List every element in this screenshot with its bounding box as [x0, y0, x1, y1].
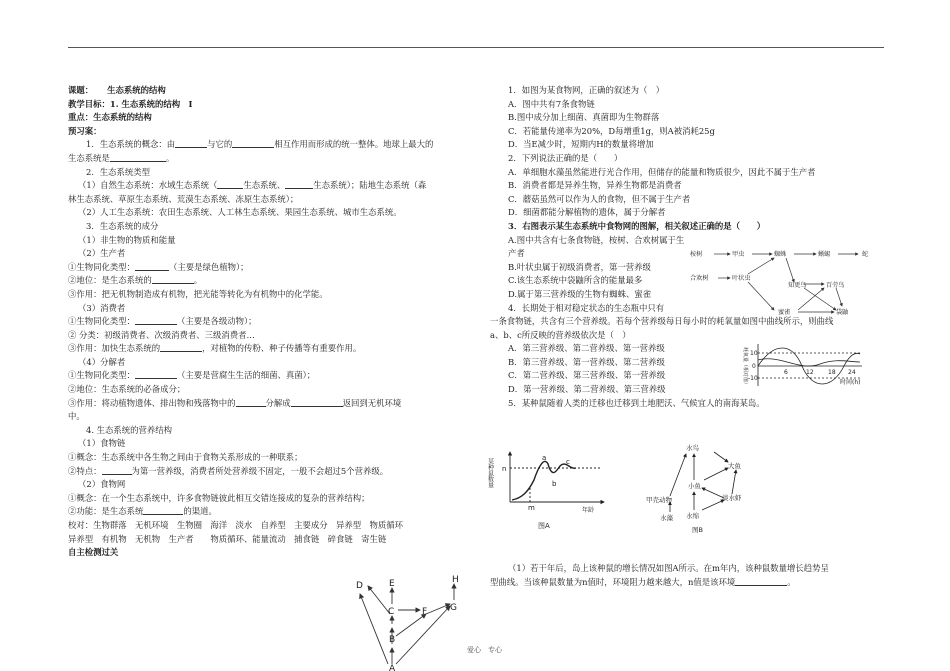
xtick-18: 18	[828, 369, 836, 376]
y-label: 耗氧量（相对值）	[742, 347, 748, 388]
answer-key: 校对：生物群落 无机环境 生物圈 海洋 淡水 自养型 主要成分 异养型 物质循环	[68, 520, 403, 530]
xtick-12: 12	[806, 369, 814, 376]
node-algae: 水藻	[660, 514, 673, 522]
producer-status: ②地位：是生态系统的 。	[68, 275, 203, 286]
decomposer-type: ①生物同化类型： （主要是营腐生生活的细菌、真菌）；	[68, 370, 316, 381]
curve-label-b: b	[552, 480, 557, 488]
node-kingfisher: 知更鸟	[788, 282, 807, 289]
m-label: m	[528, 504, 535, 512]
node-crustacean: 甲壳动物	[646, 496, 672, 504]
xtick-6: 6	[784, 369, 788, 376]
type-heading: 2．生态系统类型	[86, 166, 150, 177]
key-point: 重点：生态系统的结构	[68, 112, 152, 123]
q4-oxygen-chart	[740, 340, 870, 392]
header-rule	[68, 47, 884, 48]
left-column: 课题： 生态系统的结构 教学目标：1. 生态系统的结构 I 重点：生态系统的结构 预习案： 1．生态系统的概念：由 与它的 相互作用而形成的统一整体。地球上最大的 生态系统是 。 2．生态系统类型 （1）自然生态系统：水域生态系统（ 生态系统、 生态系统）；陆地生态系统（森 林生态系统、草原生态系统、荒漠生态系统、冻原生态系统）； （2）人工生态系统：农田生态系统、人工林生态系统、果园生态系统、城市生态系统。 3．生态系统的成分 （1）非生物的物质和能量 （2）生产者 ①生物同化类型： （主要是绿色植物）； ②地位：是生态系统的 。 ③作用：把无机物制造成有机物，把光能等转化为有机物中的化学能。 （3）消费者 ①生物同化类型： （主要是各级动物）； ② 分类：初级消费者、次级消费者、三级消费者… ③作用：加快生态系统的 ，对植物的传粉、种子传播等有重要作用。 （4）分解者 ①生物同化类型： （主要是营腐生生活的细菌、真菌）； ②地位：生态系统的必备成分； ③作用：将动植物遗体、排出物和残落物中的 分解成 返回到无机环境 中。 4. 生态系统的营养结构 （1）食物链 ①概念：生态系统中各生物之间由于食物关系形成的一种联系； ②特点： 为第一营养级，消费者所处营养级不固定，一般不会超过5个营养级。 （2）食物网 ①概念：在一个生态系统中，许多食物链彼此相互交错连接成的复杂的营养结构； ②功能：是生态系统 的渠道。 校对：生物群落 无机环境 生物圈 海洋 淡水 自养型 主要成分 异养型 物质循环 异养型 有机物 无机物 生产者 物质循环、能量流动 捕食链 碎食链 寄生链 自主检测过关	[68, 84, 466, 560]
question-4: 4．长期处于相对稳定状态的生态瓶中只有	[508, 302, 665, 313]
node-honeyeater: 蜜雀	[778, 309, 791, 316]
node-snake: 蛇	[862, 251, 869, 258]
answer-key-2: 异养型 有机物 无机物 生产者 物质循环、能量流动 捕食链 碎食链 寄生链	[68, 533, 387, 544]
node-waterbird: 水鸟	[686, 444, 699, 452]
question-2: 2．下列说法正确的是（ ）	[508, 152, 623, 163]
node-e: E	[389, 579, 395, 589]
node-f: F	[422, 607, 428, 617]
n-label: n	[502, 465, 507, 473]
node-shrike: 百劳鸟	[826, 282, 845, 289]
fig-b-caption: 图B	[692, 526, 703, 534]
node-dasyure: 袋鼬	[836, 309, 849, 316]
node-plant: 水绵	[686, 512, 699, 520]
food-web-figure	[350, 574, 470, 671]
node-b: B	[389, 635, 396, 645]
preview-label: 预习案：	[68, 125, 102, 136]
question-3: 3．右图表示某生态系统中食物网的图解，相关叙述正确的是（ ）	[508, 220, 766, 231]
growth-curve	[512, 461, 576, 500]
node-g: G	[450, 603, 457, 613]
node-shrimp: 淡水虾	[722, 494, 742, 502]
ytick-neg10: -10	[748, 375, 758, 382]
y-label: 某种鼠数量	[486, 458, 494, 488]
node-smallfish: 小鱼	[688, 482, 701, 490]
teaching-goal: 教学目标：1. 生态系统的结构 I	[68, 98, 193, 109]
node-beetle: 甲虫	[732, 251, 745, 258]
node-d: D	[356, 581, 363, 591]
natural-type: （1）自然生态系统：水域生态系统（ 生态系统、 生态系统）；陆地生态系统（森	[78, 180, 427, 191]
chain-feature: ②特点： 为第一营养级，消费者所处营养级不固定，一般不会超过5个营养级。	[68, 465, 389, 476]
lesson-title: 课题： 生态系统的结构	[68, 85, 166, 95]
artificial-type: （2）人工生态系统：农田生态系统、人工林生态系统、果园生态系统、城市生态系统。	[78, 207, 402, 218]
consumer-role: ③作用：加快生态系统的 ，对植物的传粉、种子传播等有重要作用。	[68, 343, 362, 354]
xtick-24: 24	[848, 369, 856, 376]
node-bigfish: 大鱼	[728, 462, 741, 470]
node-eucalyptus: 桉树	[690, 251, 703, 258]
page-footer: 爱心 专心	[467, 646, 502, 654]
fig-a-caption: 图A	[538, 522, 550, 530]
consumer-type: ①生物同化类型： （主要是各级动物）；	[68, 316, 257, 327]
land-type: 林生态系统、草原生态系统、荒漠生态系统、冻原生态系统）；	[68, 193, 299, 204]
figure-b-food-web	[640, 440, 770, 536]
node-spider: 蜘蛛	[774, 251, 787, 258]
web-function: ②功能：是生态系统 的渠道。	[68, 506, 217, 517]
producer-type: ①生物同化类型： （主要是绿色植物）；	[68, 261, 249, 272]
figure-a-growth	[486, 448, 608, 532]
x-label: 年龄	[582, 507, 595, 514]
question-5-part-1: （1）若干年后，岛上该种鼠的增长情况如图A所示。在m年内，该种鼠数量增长趋势呈 型曲线。当该种鼠数量为n值时，环境阻力越来越大，n值是该环境 。	[490, 563, 829, 587]
component-heading: 3．生态系统的成分	[86, 220, 159, 231]
curve-label-a: a	[542, 454, 547, 462]
question-5: 5．某种鼠随着人类的迁移也迁移到土地肥沃、气候宜人的南海某岛。	[508, 397, 765, 408]
decomposer-role: ③作用：将动植物遗体、排出物和残落物中的 分解成 返回到无机环境	[68, 397, 402, 408]
question-1: 1．如图为某食物网，正确的叙述为（ ）	[508, 85, 665, 95]
node-lizard: 蜥蜴	[818, 251, 831, 258]
node-a: A	[389, 664, 396, 671]
node-c: C	[388, 607, 395, 617]
self-test-heading: 自主检测过关	[68, 547, 119, 558]
curve-label-c: c	[566, 458, 570, 466]
concept-line-2: 生态系统是 。	[68, 152, 175, 163]
node-acacia: 合欢树	[690, 275, 709, 282]
node-h: H	[452, 575, 459, 585]
right-column: 1．如图为某食物网，正确的叙述为（ ） A．图中共有7条食物链 B.图中成分加上细菌、真菌即为生物群落 C．若能量传递率为20%，D每增重1g，则A被消耗25g D．当E减少时，短期内H的数量将增加 2．下列说法正确的是（ ） A．单细胞水藻虽然能进行光合作用，但储存的能量和物质很少，因此不属于生产者 B．消费者都是异养生物，异养生物都是消费者 C．蘑菇虽然可以作为人的食物，但不属于生产者 D．细菌都能分解植物的遗体，属于分解者 3．右图表示某生态系统中食物网的图解，相关叙述正确的是（ ） A.图中共含有七条食物链，桉树、合欢树属于生产者 B.叶状虫属于初级消费者，第一营养级 C.该生态系统中袋鼬所含的能量最多 D.属于第三营养级的生物有蜘蛛、蜜雀 4．长期处于相对稳定状态的生态瓶中只有 一条食物链，共含有三个营养级。若每个营养级每日每小时的耗氧量如图中曲线所示，则曲线 a、b、c所反映的营养级依次是（ ） A．第三营养级、第二营养级、第一营养级 B．第三营养级、第一营养级、第二营养级 C．第二营养级、第三营养级、第一营养级 D．第一营养级、第二营养级、第三营养级 5．某种鼠随着人类的迁移也迁移到土地肥沃、气候宜人的南海某岛。	[490, 84, 890, 410]
ytick-0: 0	[752, 363, 756, 370]
ytick-10: 10	[750, 350, 758, 357]
x-label: 时间(h)	[840, 379, 861, 386]
structure-heading: 4. 生态系统的营养结构	[86, 424, 173, 435]
node-leafbug: 叶状虫	[732, 275, 751, 282]
q3-food-web	[686, 244, 886, 320]
concept-line: 1．生态系统的概念：由 与它的 相互作用而形成的统一整体。地球上最大的	[86, 139, 434, 150]
